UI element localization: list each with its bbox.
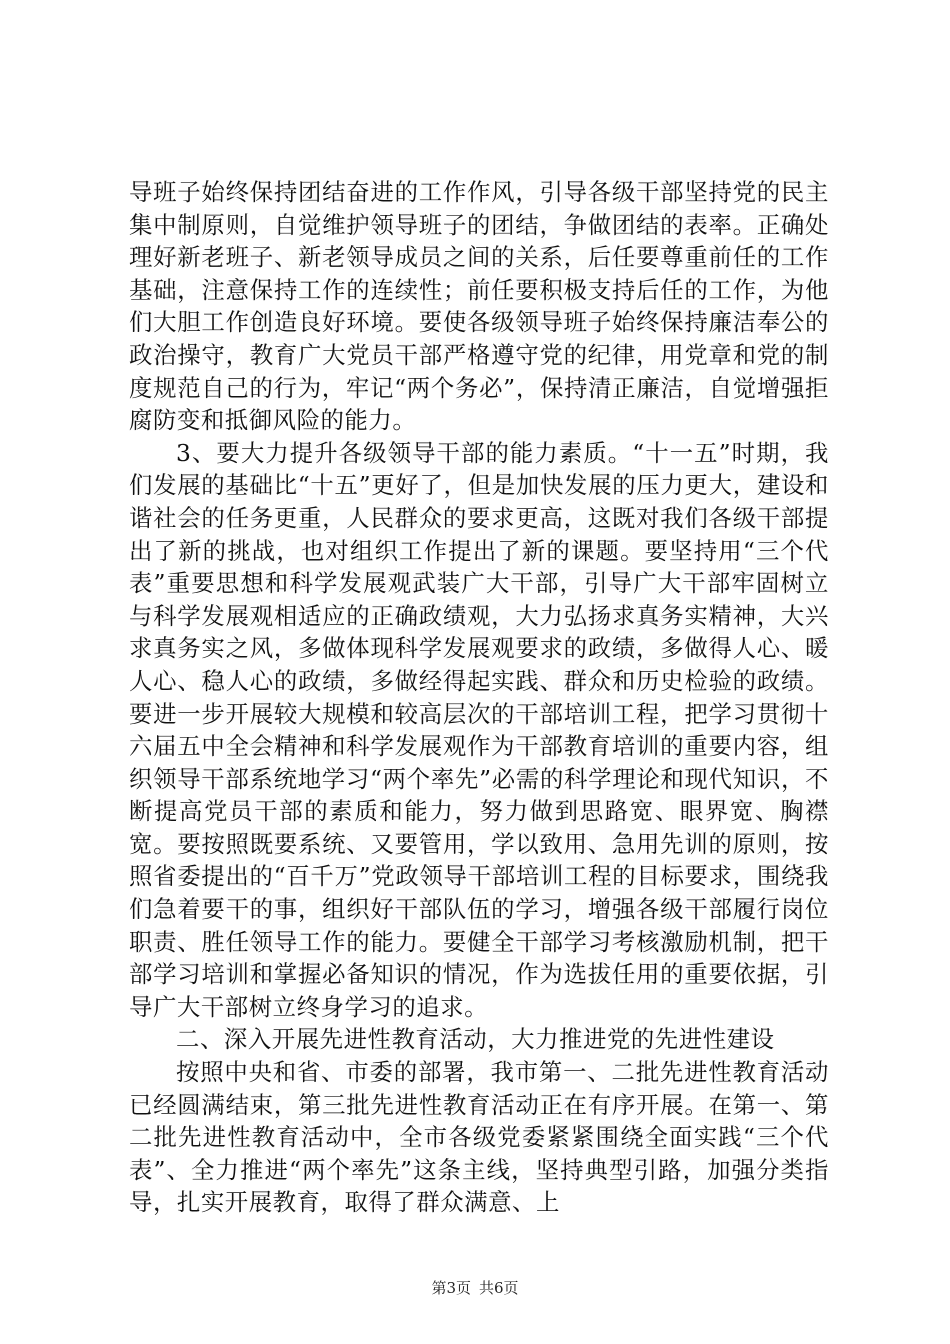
paragraph-section-3: 3、要大力提升各级领导干部的能力素质。“十一五”时期，我们发展的基础比“十五”更好了，但是加快发展的压力更大，建设和谐社会的任务更重，人民群众的要求更高，这既对我们各级干部提出了新的挑战，也对组织工作提出了新的课题。要坚持用“三个代表”重要思想和科学发展观武装广大干部，引导广大干部牢固树立与科学发展观相适应的正确政绩观，大力弘扬求真务实精神，大兴求真务实之风，多做体现科学发展观要求的政绩，多做得人心、暖人心、稳人心的政绩，多做经得起实践、群众和历史检验的政绩。要进一步开展较大规模和较高层次的干部培训工程，把学习贯彻十六届五中全会精神和科学发展观作为干部教育培训的重要内容，组织领导干部系统地学习“两个率先”必需的科学理论和现代知识，不断提高党员干部的素质和能力，努力做到思路宽、眼界宽、胸襟宽。要按照既要系统、又要管用，学以致用、急用先训的原则，按照省委提出的“百千万”党政领导干部培训工程的目标要求，围绕我们急着要干的事，组织好干部队伍的学习，增强各级干部履行岗位职责、胜任领导工作的能力。要健全干部学习考核激励机制，把干部学习培训和掌握必备知识的情况，作为选拔任用的重要依据，引导广大干部树立终身学习的追求。: [129, 438, 829, 1021]
page-footer: [0, 1279, 950, 1297]
page-total: 共6页: [479, 1279, 519, 1297]
page-number: 第3页: [431, 1279, 471, 1297]
section-heading-2: 二、深入开展先进性教育活动，大力推进党的先进性建设: [176, 1025, 775, 1054]
document-body: [129, 176, 829, 1219]
paragraph-deployment: 按照中央和省、市委的部署，我市第一、二批先进性教育活动已经圆满结束，第三批先进性教育活动正在有序开展。在第一、第二批先进性教育活动中，全市各级党委紧紧围绕全面实践“三个代表”、全力推进“两个率先”这条主线，坚持典型引路，加强分类指导，扎实开展教育，取得了群众满意、上: [129, 1058, 829, 1217]
paragraph-continued: 导班子始终保持团结奋进的工作作风，引导各级干部坚持党的民主集中制原则，自觉维护领导班子的团结，争做团结的表率。正确处理好新老班子、新老领导成员之间的关系，后任要尊重前任的工作基础，注意保持工作的连续性；前任要积极支持后任的工作，为他们大胆工作创造良好环境。要使各级领导班子始终保持廉洁奉公的政治操守，教育广大党员干部严格遵守党的纪律，用党章和党的制度规范自己的行为，牢记“两个务必”，保持清正廉洁，自觉增强拒腐防变和抵御风险的能力。: [129, 178, 829, 435]
